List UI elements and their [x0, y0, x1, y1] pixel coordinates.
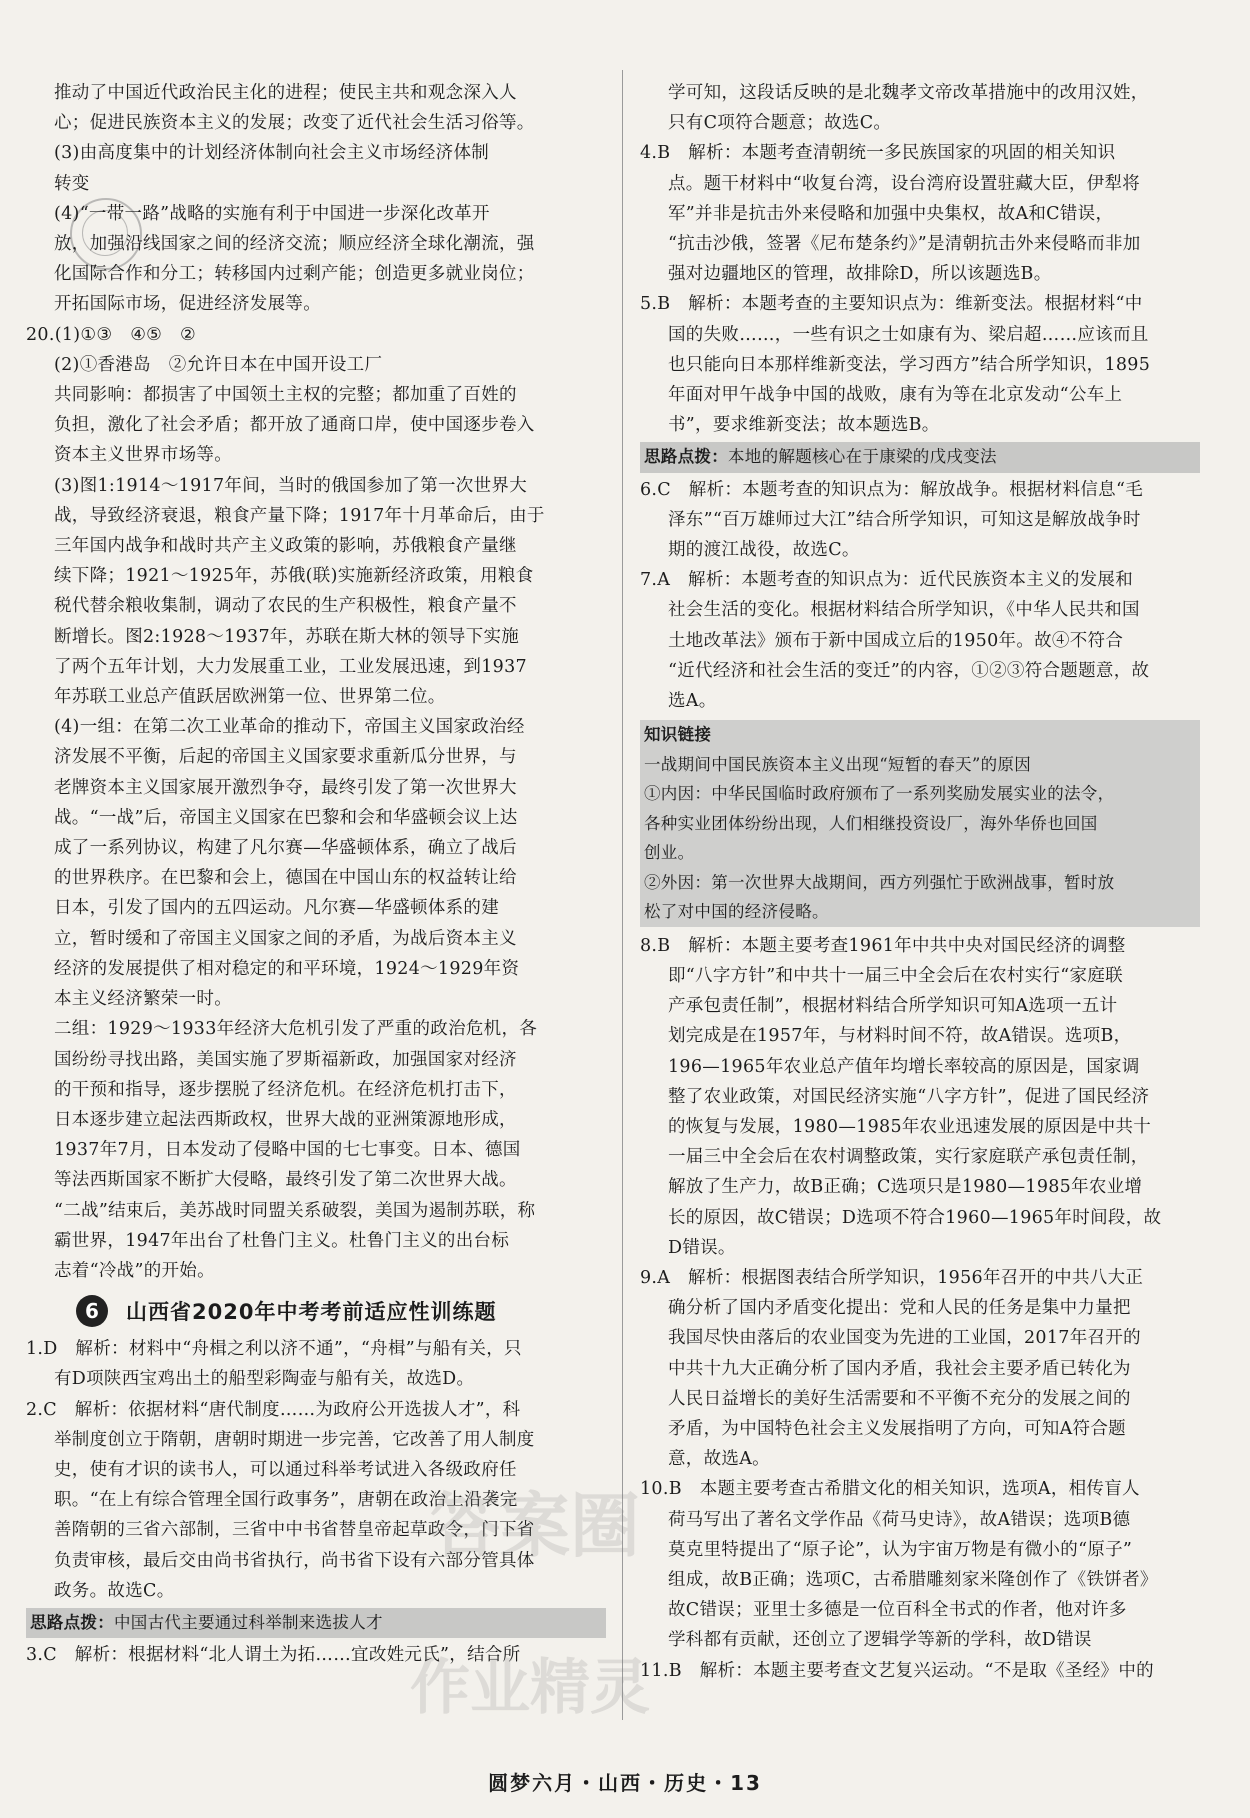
tip-box — [26, 1608, 606, 1638]
watermark: 答案圈 — [430, 1485, 640, 1567]
left-text-block-a — [26, 78, 606, 1286]
text-line: 期的渡江战役，故选C。 — [668, 540, 860, 561]
knowledge-label: 知识链接 — [644, 725, 712, 745]
text-line: 济发展不平衡，后起的帝国主义国家要求重新瓜分世界，与 — [54, 747, 517, 768]
text-line: 产承包责任制”，根据材料结合所学知识可知A选项一五计 — [668, 996, 1118, 1017]
tip-box-right — [640, 442, 1200, 472]
text-line: 荷马写出了著名文学作品《荷马史诗》，故A错误；选项B德 — [668, 1509, 1131, 1530]
text-line: (2)①香港岛 ②允许日本在中国开设工厂 — [54, 354, 383, 375]
text-line: 8.B 解析：本题主要考查1961年中共中央对国民经济的调整 — [640, 935, 1126, 956]
text-line: 我国尽快由落后的农业国变为先进的工业国，2017年召开的 — [668, 1328, 1141, 1349]
text-line: 学可知，这段话反映的是北魏孝文帝改革措施中的改用汉姓， — [668, 83, 1149, 103]
text-line: 故C错误；亚里士多德是一位百科全书式的作者，他对许多 — [668, 1600, 1127, 1621]
text-line: 强对边疆地区的管理，故排除D，所以该题选B。 — [668, 264, 1052, 285]
text-line: (3)由高度集中的计划经济体制向社会主义市场经济体制 — [54, 143, 490, 164]
watermark: 作业精灵 — [410, 1653, 650, 1723]
text-line: 5.B 解析：本题考查的主要知识点为：维新变法。根据材料“中 — [640, 294, 1143, 315]
text-line: 只有C项符合题意；故选C。 — [668, 113, 892, 134]
left-text-block-b — [26, 1334, 606, 1606]
knowledge-line: 各种实业团体纷纷出现，人们相继投资设厂，海外华侨也回国 — [644, 813, 1098, 833]
text-line: 政务。故选C。 — [54, 1580, 175, 1601]
text-line: 有D项陕西宝鸡出土的船型彩陶壶与船有关，故选D。 — [54, 1369, 475, 1390]
text-line: 善隋朝的三省六部制，三省中中书省替皇帝起草政令，门下省 — [54, 1520, 535, 1541]
text-line: 国纷纷寻找出路，美国实施了罗斯福新政，加强国家对经济 — [54, 1049, 517, 1070]
knowledge-link-box — [640, 720, 1200, 927]
right-text-block-b — [640, 475, 1200, 717]
text-line: D错误。 — [668, 1237, 736, 1258]
section-number-badge: 6 — [76, 1295, 108, 1327]
text-line: “二战”结束后，美苏战时同盟关系破裂，美国为遏制苏联，称 — [54, 1200, 536, 1221]
text-line: 书”，要求维新变法；故本题选B。 — [668, 415, 940, 436]
knowledge-line: 创业。 — [644, 843, 695, 863]
text-line: 三年国内战争和战时共产主义政策的影响，苏俄粮食产量继 — [54, 536, 517, 557]
text-line: 中共十九大正确分析了国内矛盾，我社会主要矛盾已转化为 — [668, 1358, 1131, 1379]
text-line: 确分析了国内矛盾变化提出：党和人民的任务是集中力量把 — [668, 1298, 1131, 1319]
page-footer: 圆梦六月・山西・历史・13 — [488, 1771, 762, 1795]
text-line: 成了一系列协议，构建了凡尔赛—华盛顿体系，确立了战后 — [54, 838, 517, 859]
text-line: 196—1965年农业总产值年均增长率较高的原因是，国家调 — [668, 1056, 1140, 1077]
text-line: 军”并非是抗击外来侵略和加强中央集权，故A和C错误， — [668, 203, 1114, 224]
text-line: 也只能向日本那样维新变法，学习西方”结合所学知识，1895 — [668, 354, 1151, 375]
text-line: 社会生活的变化。根据材料结合所学知识，《中华人民共和国 — [668, 600, 1140, 621]
text-line: 即“八字方针”和中共十一届三中全会后在农村实行“家庭联 — [668, 965, 1123, 986]
text-line: 化国际合作和分工；转移国内过剩产能；创造更多就业岗位； — [54, 264, 535, 285]
text-line: 职。“在上有综合管理全国行政事务”，唐朝在政治上沿袭完 — [54, 1490, 518, 1511]
text-line: 一届三中全会后在农村调整政策，实行家庭联产承包责任制， — [668, 1147, 1149, 1168]
text-line: 资本主义世界市场等。 — [54, 445, 232, 466]
text-line: 的世界秩序。在巴黎和会上，德国在中国山东的权益转让给 — [54, 868, 517, 889]
text-line: 立，暂时缓和了帝国主义国家之间的矛盾，为战后资本主义 — [54, 928, 517, 949]
text-line: 断增长。图2:1928～1937年，苏联在斯大林的领导下实施 — [54, 626, 520, 647]
text-line: 等法西斯国家不断扩大侵略，最终引发了第二次世界大战。 — [54, 1170, 517, 1191]
text-line: 意，故选A。 — [668, 1449, 770, 1470]
text-line: 10.B 本题主要考查古希腊文化的相关知识，选项A，相传盲人 — [640, 1479, 1140, 1500]
knowledge-line: ①内因：中华民国临时政府颁布了一系列奖励发展实业的法令， — [644, 784, 1115, 804]
text-line: 转变 — [54, 173, 90, 194]
text-line: 的干预和指导，逐步摆脱了经济危机。在经济危机打击下， — [54, 1079, 517, 1100]
text-line: 的恢复与发展，1980—1985年农业迅速发展的原因是中共十 — [668, 1116, 1152, 1137]
tip-text-right: 本地的解题核心在于康梁的戊戌变法 — [728, 447, 997, 467]
text-line: 日本，引发了国内的五四运动。凡尔赛—华盛顿体系的建 — [54, 898, 499, 919]
text-line: 7.A 解析：本题考查的知识点为：近代民族资本主义的发展和 — [640, 570, 1134, 591]
text-line: 二组：1929～1933年经济大危机引发了严重的政治危机，各 — [54, 1019, 538, 1040]
text-line: 放，加强沿线国家之间的经济交流；顺应经济全球化潮流，强 — [54, 234, 535, 255]
text-line: 开拓国际市场，促进经济发展等。 — [54, 294, 321, 315]
text-line: 组成，故B正确；选项C，古希腊雕刻家米隆创作了《铁饼者》 — [668, 1570, 1158, 1591]
text-line: “抗击沙俄，签署《尼布楚条约》”是清朝抗击外来侵略而非加 — [668, 234, 1141, 255]
tip-text: 中国古代主要通过科举制来选拔人才 — [114, 1612, 383, 1632]
text-line: 整了农业政策，对国民经济实施“八字方针”，促进了国民经济 — [668, 1086, 1150, 1107]
text-line: (3)图1:1914～1917年间，当时的俄国参加了第一次世界大 — [54, 475, 527, 496]
knowledge-line: 一战期间中国民族资本主义出现“短暂的春天”的原因 — [644, 754, 1032, 774]
knowledge-line: ②外因：第一次世界大战期间，西方列强忙于欧洲战事，暂时放 — [644, 872, 1115, 892]
text-line: 推动了中国近代政治民主化的进程；使民主共和观念深入人 — [54, 83, 517, 103]
section-title: 山西省2020年中考考前适应性训练题 — [126, 1300, 497, 1325]
text-line: 了两个五年计划，大力发展重工业，工业发展迅速，到1937 — [54, 656, 527, 677]
left-last-line: 3.C 解析：根据材料“北人谓土为拓……宜改姓元氏”，结合所 — [26, 1645, 521, 1666]
text-line: 国的失败……，一些有识之士如康有为、梁启超……应该而且 — [668, 324, 1149, 345]
text-line: 负责审核，最后交由尚书省执行，尚书省下设有六部分管具体 — [54, 1550, 535, 1571]
text-line: 20.(1)①③ ④⑤ ② — [26, 324, 196, 345]
text-line: 日本逐步建立起法西斯政权，世界大战的亚洲策源地形成， — [54, 1109, 517, 1130]
text-line: 本主义经济繁荣一时。 — [54, 989, 232, 1010]
text-line: 税代替余粮收集制，调动了农民的生产积极性，粮食产量不 — [54, 596, 517, 617]
text-line: 解放了生产力，故B正确；C选项只是1980—1985年农业增 — [668, 1177, 1143, 1198]
text-line: 人民日益增长的美好生活需要和不平衡不充分的发展之间的 — [668, 1388, 1131, 1409]
text-line: 负担，激化了社会矛盾；都开放了通商口岸，使中国逐步卷入 — [54, 415, 535, 436]
text-line: 年面对甲午战争中国的战败，康有为等在北京发动“公车上 — [668, 385, 1123, 406]
text-line: 划完成是在1957年，与材料时间不符，故A错误。选项B， — [668, 1026, 1132, 1047]
text-line: 举制度创立于隋朝，唐朝时期进一步完善，它改善了用人制度 — [54, 1429, 535, 1450]
text-line: 1.D 解析：材料中“舟楫之利以济不通”，“舟楫”与船有关，只 — [26, 1339, 522, 1360]
text-line: 学科都有贡献，还创立了逻辑学等新的学科，故D错误 — [668, 1630, 1092, 1651]
text-line: 点。题干材料中“收复台湾，设台湾府设置驻藏大臣，伊犁将 — [668, 173, 1141, 194]
text-line: 1937年7月，日本发动了侵略中国的七七事变。日本、德国 — [54, 1140, 521, 1161]
text-line: 经济的发展提供了相对稳定的和平环境，1924～1929年资 — [54, 958, 520, 979]
tip-label-right: 思路点拨： — [644, 447, 728, 467]
text-line: 选A。 — [668, 691, 717, 712]
text-line: 土地改革法》颁布于新中国成立后的1950年。故④不符合 — [668, 630, 1124, 651]
column-divider — [622, 70, 623, 1720]
text-line: 老牌资本主义国家展开激烈争夺，最终引发了第一次世界大 — [54, 777, 517, 798]
text-line: 史，使有才识的读书人，可以通过科举考试进入各级政府任 — [54, 1459, 517, 1480]
text-line: 泽东”“百万雄师过大江”结合所学知识，可知这是解放战争时 — [668, 509, 1141, 530]
text-line: 心；促进民族资本主义的发展；改变了近代社会生活习俗等。 — [54, 113, 535, 134]
text-line: 4.B 解析：本题考查清朝统一多民族国家的巩固的相关知识 — [640, 143, 1116, 164]
text-line: 矛盾，为中国特色社会主义发展指明了方向，可知A符合题 — [668, 1419, 1126, 1440]
text-line: 战，导致经济衰退，粮食产量下降；1917年十月革命后，由于 — [54, 505, 545, 526]
tip-label: 思路点拨： — [30, 1612, 114, 1632]
right-column — [640, 78, 1200, 1686]
right-text-block-c — [640, 931, 1200, 1686]
text-line: 莫克里特提出了“原子论”，认为宇宙万物是有微小的“原子” — [668, 1539, 1133, 1560]
text-line: 6.C 解析：本题考查的知识点为：解放战争。根据材料信息“毛 — [640, 479, 1144, 500]
text-line: 年苏联工业总产值跃居欧洲第一位、世界第二位。 — [54, 687, 446, 708]
text-line: 2.C 解析：依据材料“唐代制度……为政府公开选拔人才”，科 — [26, 1399, 521, 1420]
text-line: (4)一组：在第二次工业革命的推动下，帝国主义国家政治经 — [54, 717, 525, 738]
knowledge-lines — [644, 750, 1196, 927]
text-line: 9.A 解析：根据图表结合所学知识，1956年召开的中共八大正 — [640, 1268, 1144, 1288]
text-line: 长的原因，故C错误；D选项不符合1960—1965年时间段，故 — [668, 1207, 1162, 1228]
text-line: 霸世界，1947年出台了杜鲁门主义。杜鲁门主义的出台标 — [54, 1230, 510, 1251]
text-line: 战。“一战”后，帝国主义国家在巴黎和会和华盛顿会议上达 — [54, 807, 518, 828]
left-column — [26, 78, 606, 1670]
text-line: 续下降；1921～1925年，苏俄(联)实施新经济政策，用粮食 — [54, 566, 534, 587]
knowledge-line: 松了对中国的经济侵略。 — [644, 902, 829, 922]
text-line: (4)“一带一路”战略的实施有利于中国进一步深化改革开 — [54, 203, 490, 224]
section-header — [26, 1290, 606, 1332]
right-text-block-a — [640, 78, 1200, 440]
text-line: 志着“冷战”的开始。 — [54, 1260, 215, 1281]
text-line: 11.B 解析：本题主要考查文艺复兴运动。“不是取《圣经》中的 — [640, 1660, 1154, 1681]
text-line: “近代经济和社会生活的变迁”的内容，①②③符合题题意，故 — [668, 660, 1150, 681]
text-line: 共同影响：都损害了中国领土主权的完整；都加重了百姓的 — [54, 385, 517, 406]
